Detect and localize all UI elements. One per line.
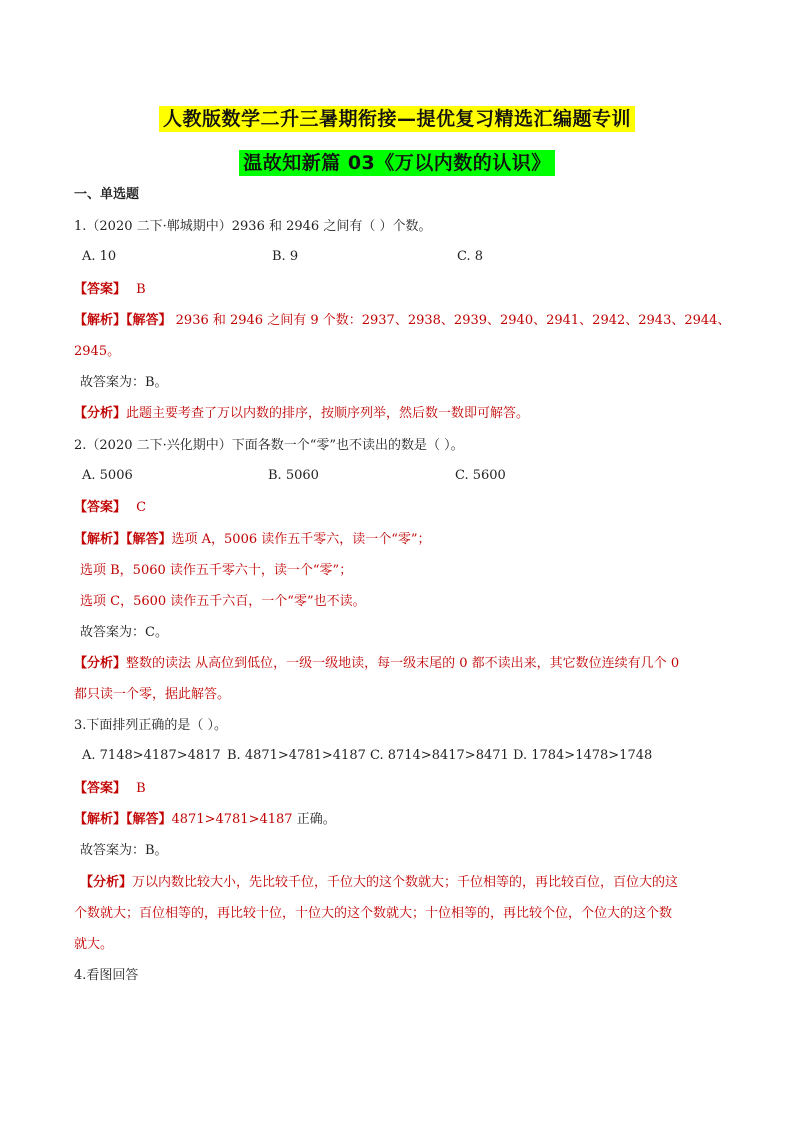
q1-fenxi-line: [74, 405, 529, 423]
q3-option-a: A. 7148>4187>4817: [82, 748, 221, 763]
q3-analysis-rest: 正确。: [292, 812, 336, 827]
q1-analysis-text-2: 2945。: [74, 344, 121, 359]
q1-analysis-text-1: 2936 和 2946 之间有 9 个数：2937、2938、2939、2940、2941、2942、2943、2944、: [171, 313, 731, 328]
q1-option-a: A. 10: [82, 249, 117, 264]
q3-option-d: D. 1784>1478>1748: [513, 748, 653, 763]
q2-fenxi-text-1: 整数的读法 从高位到低位，一级一级地读，每一级末尾的 0 都不读出来，其它数位连续有几个 0: [126, 656, 680, 671]
q2-stem: 2.（2020 二下·兴化期中）下面各数一个“零”也不读出的数是（ ）。: [74, 438, 464, 453]
q2-answer-tag: 【答案】: [74, 500, 127, 515]
q2-option-a: A. 5006: [82, 468, 133, 483]
q3-answer: B: [136, 781, 146, 796]
q3-fenxi-text-1: 万以内数比较大小，先比较千位，千位大的这个数就大；千位相等的，再比较百位，百位大的这: [132, 875, 679, 890]
q1-option-b: B. 9: [272, 249, 299, 264]
q2-answer-line: [74, 499, 146, 517]
q3-option-b: B. 4871>4781>4187: [227, 748, 366, 763]
q2-fenxi-line-1: [74, 655, 679, 673]
q2-conclusion: 故答案为：C。: [80, 625, 168, 640]
q3-analysis-line: [74, 811, 336, 829]
q3-option-c: C. 8714>8417>8471: [370, 748, 509, 763]
q3-analysis-tag: 【解析】【解答】: [74, 812, 172, 827]
q1-analysis-line-1: [74, 312, 730, 330]
section-heading: 一、单选题: [74, 187, 140, 202]
q3-fenxi-line-1: [80, 874, 678, 892]
q2-fenxi-text-2: 都只读一个零，据此解答。: [74, 687, 231, 702]
q2-analysis-text-2: 选项 B，5060 读作五千零六十，读一个“零”；: [80, 563, 353, 578]
q3-fenxi-text-2: 个数就大；百位相等的，再比较十位，十位大的这个数就大；十位相等的，再比较个位，个位大的这个数: [74, 906, 673, 921]
q1-fenxi-tag: 【分析】: [74, 406, 127, 421]
q1-answer: B: [136, 282, 146, 297]
q3-fenxi-tag: 【分析】: [80, 875, 133, 890]
title-line-1-wrap: [0, 104, 794, 131]
q2-fenxi-tag: 【分析】: [74, 656, 127, 671]
q3-answer-tag: 【答案】: [74, 781, 127, 796]
q1-conclusion: 故答案为：B。: [80, 375, 168, 390]
q2-analysis-line-1: [74, 531, 431, 549]
q1-fenxi-text: 此题主要考查了万以内数的排序，按顺序列举，然后数一数即可解答。: [126, 406, 530, 421]
q2-answer: C: [136, 500, 147, 515]
title-line-2-wrap: [0, 148, 794, 175]
q2-analysis-tag: 【解析】【解答】: [74, 532, 172, 547]
q2-analysis-text-3: 选项 C，5600 读作五千六百，一个“零”也不读。: [80, 594, 366, 609]
document-title: 人教版数学二升三暑期衔接—提优复习精选汇编题专训: [159, 106, 635, 132]
q1-stem: 1.（2020 二下·郸城期中）2936 和 2946 之间有（ ）个数。: [74, 219, 432, 234]
q3-answer-line: [74, 780, 146, 798]
q4-stem: 4.看图回答: [74, 968, 139, 983]
q3-fenxi-text-3: 就大。: [74, 937, 114, 952]
q1-answer-tag: 【答案】: [74, 282, 127, 297]
q3-stem: 3.下面排列正确的是（ ）。: [74, 718, 228, 733]
q1-answer-line: [74, 281, 146, 299]
document-subtitle: 温故知新篇 03《万以内数的认识》: [239, 150, 555, 176]
q2-option-c: C. 5600: [455, 468, 506, 483]
q3-analysis-red: 4871>4781>4187: [171, 812, 293, 827]
q2-analysis-text-1: 选项 A，5006 读作五千零六，读一个“零”；: [171, 532, 431, 547]
q3-conclusion: 故答案为：B。: [80, 843, 168, 858]
q1-option-c: C. 8: [457, 249, 484, 264]
q1-analysis-tag: 【解析】【解答】: [74, 313, 172, 328]
q2-option-b: B. 5060: [268, 468, 319, 483]
